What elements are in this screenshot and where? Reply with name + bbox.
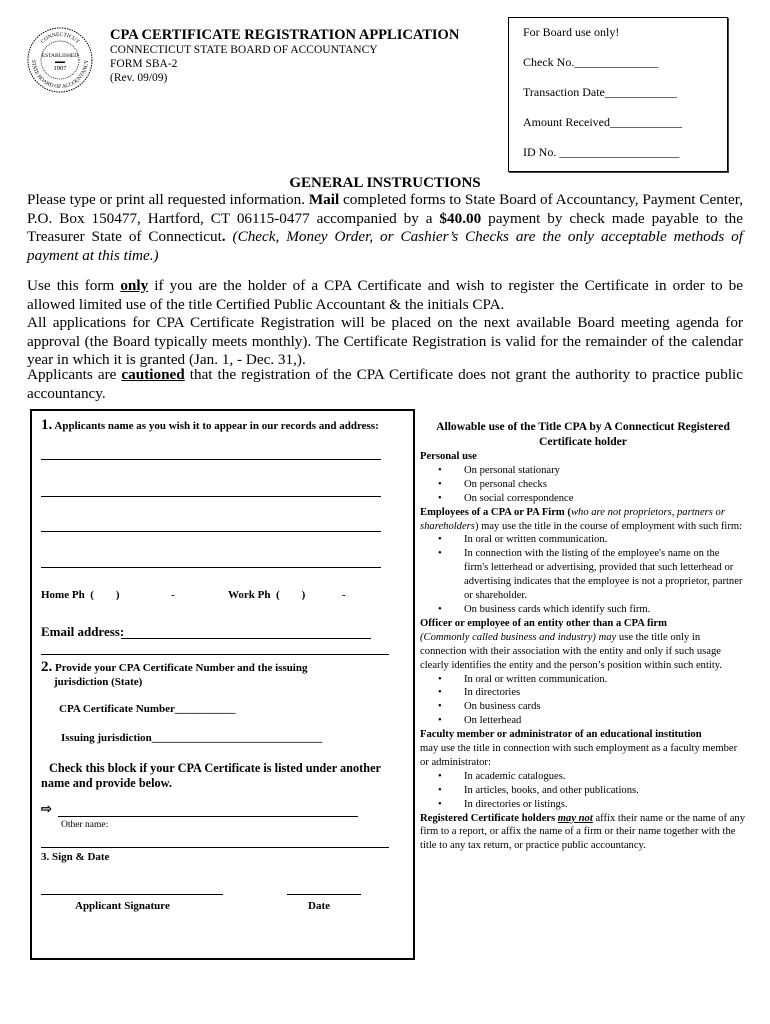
work-phone-field[interactable]: Work Ph ( ) [228, 589, 306, 601]
text: payment by check made payable to the Treasurer State of Connecticut [27, 209, 743, 246]
transaction-date-field: Transaction Date____________ [523, 85, 677, 99]
employees-heading: Employees of a CPA or PA Firm [420, 506, 565, 518]
check-number-field: Check No.______________ [523, 55, 659, 69]
state-board-seal-logo [26, 24, 94, 96]
text: if you are the holder of a CPA Certificate and wish to register the Certificate in order to be allowed limited use of the title Certified Public Accountant & the initials CPA. [27, 277, 743, 313]
text: completed forms to State Board of Accountancy, Payment Center, P.O. Box 150477, Hartford, CT 06115-0477 accompanied by a [27, 191, 743, 227]
allowable-use-title: Allowable use of the Title CPA by A Connecticut Registered Certificate holder [436, 420, 730, 448]
other-name-checkbox-label[interactable]: Check this block if your CPA Certificate is listed under another name and provide below. [41, 761, 381, 790]
email-input-line[interactable] [121, 638, 371, 639]
list-item: • On personal stationary [464, 464, 746, 478]
employees-list [420, 533, 746, 616]
restriction-paragraph [420, 812, 746, 854]
personal-use-heading: Personal use [420, 451, 477, 462]
cpa-certificate-number-field[interactable]: CPA Certificate Number___________ [59, 703, 236, 715]
divider [41, 654, 389, 655]
other-name-label: Other name: [61, 820, 109, 830]
instructions-paragraph-4 [27, 366, 743, 403]
text: ( [564, 506, 571, 518]
divider [41, 847, 389, 848]
list-item: • On letterhead [464, 714, 746, 728]
name-address-line-3[interactable] [41, 531, 381, 532]
text: use the title only in connection with their association with the entity and only if such usage clearly identifies the entity and the person’s position within such entity. [420, 631, 723, 671]
faculty-heading: Faculty member or administrator of an educational institution [420, 729, 702, 741]
board-use-box [508, 17, 728, 172]
revision-date: (Rev. 09/09) [110, 72, 168, 84]
may-not-emphasis: may not [557, 812, 593, 824]
text: Please type or print all requested information. [27, 191, 309, 208]
text: affix their name or the name of any firm to a report, or affix the name of a firm or their name together with the title to any tax return, or practice public accountancy. [420, 812, 745, 852]
employees-paragraph [420, 506, 746, 534]
form-number: FORM SBA-2 [110, 58, 178, 70]
text: Applicants name as you wish it to appear in our records and address: [54, 420, 379, 432]
application-form-box [30, 409, 415, 960]
list-item: • On social correspondence [464, 492, 746, 506]
name-address-line-1[interactable] [41, 459, 381, 460]
list-item: • In oral or written communication. [464, 673, 746, 687]
cautioned-emphasis: cautioned [121, 366, 185, 383]
date-label: Date [308, 900, 330, 912]
date-line[interactable] [287, 894, 361, 895]
list-item: • On business cards [464, 700, 746, 714]
agency-name: CONNECTICUT STATE BOARD OF ACCOUNTANCY [110, 44, 378, 56]
section-number: 2. [41, 659, 53, 675]
list-item: • In connection with the listing of the employee's name on the firm's letterhead or advertising, provided that such letterhead or advertising indicates that the employee is not a proprietor, partner or shareholder. [464, 547, 746, 603]
board-use-heading: For Board use only! [523, 25, 620, 39]
issuing-jurisdiction-field[interactable]: Issuing jurisdiction_______________________________ [61, 732, 323, 744]
text: ) may use the title in the course of employment with such firm: [474, 520, 743, 532]
text: Registered Certificate holders [420, 812, 558, 824]
svg-text:1907: 1907 [53, 65, 67, 72]
personal-use-list [420, 464, 746, 506]
email-label: Email address: [41, 624, 125, 639]
arrow-icon: ⇨ [41, 801, 52, 816]
text: who are not proprietors, partners or shareholders [420, 506, 725, 532]
officer-paragraph [420, 631, 746, 673]
section-2-label [41, 659, 307, 676]
section-3-label: 3. Sign & Date [41, 851, 110, 863]
name-address-line-2[interactable] [41, 496, 381, 497]
instructions-paragraph-3: All applications for CPA Certificate Registration will be placed on the next available Board meeting agenda for approval (the Board typically meets monthly). The Certificate Registration is valid for the remainder of the calendar year in which it is granted (Jan. 1, - Dec. 31,). [27, 314, 743, 369]
list-item: • In academic catalogues. [464, 770, 746, 784]
other-name-input-line[interactable] [58, 816, 358, 817]
list-item: • In oral or written communication. [464, 533, 746, 547]
section-2-label-cont: jurisdiction (State) [54, 676, 143, 688]
text: Use this form [27, 277, 121, 294]
list-item: • On business cards which identify such firm. [464, 603, 746, 617]
svg-text:STATE BOARD OF ACCOUNTANCY: STATE BOARD OF ACCOUNTANCY [29, 59, 91, 91]
svg-text:ESTABLISHED: ESTABLISHED [41, 53, 79, 59]
list-item: • On personal checks [464, 478, 746, 492]
text: that the registration of the CPA Certificate does not grant the authority to practice public accountancy. [27, 366, 744, 402]
applicant-signature-label: Applicant Signature [75, 900, 170, 912]
text: . [221, 228, 226, 246]
form-title: CPA CERTIFICATE REGISTRATION APPLICATION [110, 27, 460, 43]
text: Applicants are [27, 366, 122, 383]
list-item: • In directories [464, 686, 746, 700]
svg-text:▬▬: ▬▬ [55, 60, 65, 65]
name-address-line-4[interactable] [41, 567, 381, 568]
section-1-label [41, 417, 379, 434]
instructions-paragraph-2 [27, 277, 743, 314]
allowable-use-section [420, 419, 746, 853]
payment-methods-note: (Check, Money Order, or Cashier’s Checks are the only acceptable methods of payment at this time.) [27, 228, 743, 264]
signature-line[interactable] [41, 894, 223, 895]
section-number: 1. [41, 417, 53, 433]
mail-emphasis: Mail [308, 191, 340, 208]
text: Provide your CPA Certificate Number and the issuing [55, 662, 308, 674]
general-instructions-heading: GENERAL INSTRUCTIONS [289, 175, 481, 191]
faculty-list [420, 770, 746, 812]
amount-received-field: Amount Received____________ [523, 115, 682, 129]
home-phone-dash: - [171, 589, 175, 601]
text: (Commonly called business and industry) may [420, 631, 617, 643]
instructions-paragraph-1 [27, 191, 743, 265]
fee-amount: $40.00 [439, 209, 482, 227]
list-item: • In articles, books, and other publications. [464, 784, 746, 798]
work-phone-dash: - [342, 589, 346, 601]
officer-heading: Officer or employee of an entity other than a CPA firm [420, 617, 667, 629]
only-emphasis: only [120, 277, 149, 294]
home-phone-field[interactable]: Home Ph ( ) [41, 589, 120, 601]
svg-text:CONNECTICUT: CONNECTICUT [39, 31, 81, 45]
faculty-paragraph: may use the title in connection with such employment as a faculty member or administrator: [420, 743, 738, 768]
officer-list [420, 673, 746, 729]
id-number-field: ID No. ____________________ [523, 145, 680, 159]
list-item: • In directories or listings. [464, 798, 746, 812]
